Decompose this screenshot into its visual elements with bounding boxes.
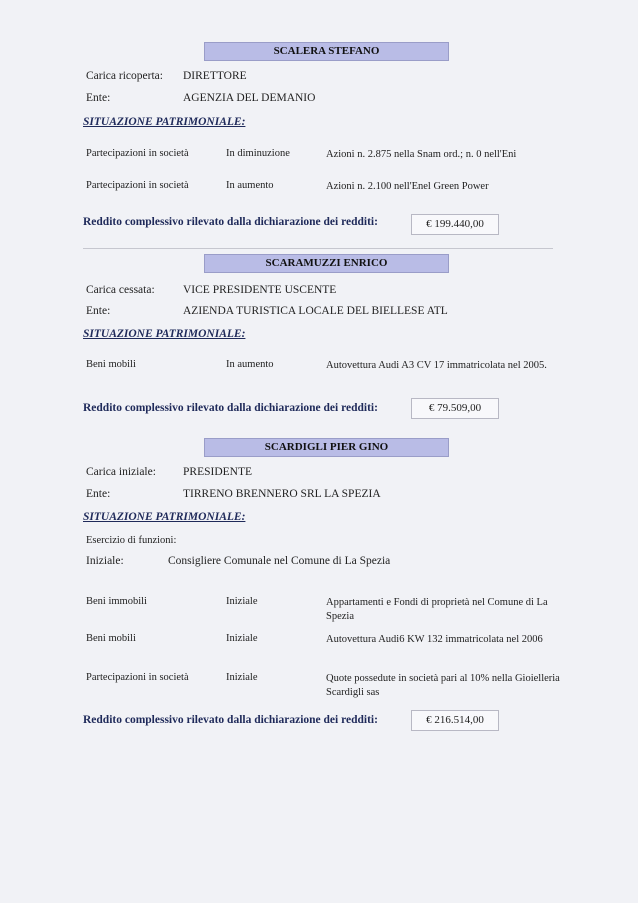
- asset-description: Azioni n. 2.100 nell'Enel Green Power: [326, 181, 489, 192]
- reddito-label: Reddito complessivo rilevato dalla dichiarazione dei redditi:: [83, 402, 378, 414]
- section-divider: [83, 248, 553, 249]
- asset-status: Iniziale: [226, 633, 258, 644]
- asset-status: Iniziale: [226, 672, 258, 683]
- asset-status: In aumento: [226, 359, 274, 370]
- reddito-label: Reddito complessivo rilevato dalla dichiarazione dei redditi:: [83, 714, 378, 726]
- asset-status: In diminuzione: [226, 148, 290, 159]
- iniziale-value: Consigliere Comunale nel Comune di La Spezia: [168, 555, 391, 567]
- asset-category: Partecipazioni in società: [86, 672, 189, 683]
- role-value: VICE PRESIDENTE USCENTE: [183, 284, 337, 296]
- iniziale-label: Iniziale:: [86, 555, 124, 567]
- situazione-heading: SITUAZIONE PATRIMONIALE:: [83, 328, 246, 340]
- person-name-header: SCARAMUZZI ENRICO: [204, 254, 449, 273]
- role-value: PRESIDENTE: [183, 466, 252, 478]
- asset-category: Beni immobili: [86, 596, 147, 607]
- role-label: Carica ricoperta:: [86, 70, 163, 82]
- asset-description: Azioni n. 2.875 nella Snam ord.; n. 0 nell'Eni: [326, 149, 517, 160]
- role-label: Carica cessata:: [86, 284, 155, 296]
- asset-description: Autovettura Audi6 KW 132 immatricolata nel 2006: [326, 634, 543, 645]
- ente-label: Ente:: [86, 305, 111, 317]
- role-label: Carica iniziale:: [86, 466, 156, 478]
- reddito-amount: € 216.514,00: [411, 710, 499, 731]
- asset-status: In aumento: [226, 180, 274, 191]
- person-name-header: SCARDIGLI PIER GINO: [204, 438, 449, 457]
- situazione-heading: SITUAZIONE PATRIMONIALE:: [83, 116, 246, 128]
- situazione-heading: SITUAZIONE PATRIMONIALE:: [83, 511, 246, 523]
- reddito-amount: € 199.440,00: [411, 214, 499, 235]
- ente-label: Ente:: [86, 92, 111, 104]
- ente-value: TIRRENO BRENNERO SRL LA SPEZIA: [183, 488, 381, 500]
- asset-status: Iniziale: [226, 596, 258, 607]
- esercizio-label: Esercizio di funzioni:: [86, 535, 177, 546]
- asset-category: Beni mobili: [86, 359, 136, 370]
- asset-category: Partecipazioni in società: [86, 180, 189, 191]
- role-value: DIRETTORE: [183, 70, 247, 82]
- asset-category: Beni mobili: [86, 633, 136, 644]
- asset-description: Autovettura Audi A3 CV 17 immatricolata nel 2005.: [326, 360, 547, 371]
- ente-label: Ente:: [86, 488, 111, 500]
- reddito-amount: € 79.509,00: [411, 398, 499, 419]
- person-name-header: SCALERA STEFANO: [204, 42, 449, 61]
- asset-description: Quote possedute in società pari al 10% nella Gioielleria Scardigli sas: [326, 673, 560, 698]
- ente-value: AZIENDA TURISTICA LOCALE DEL BIELLESE ATL: [183, 305, 448, 317]
- ente-value: AGENZIA DEL DEMANIO: [183, 92, 316, 104]
- asset-category: Partecipazioni in società: [86, 148, 189, 159]
- asset-description: Appartamenti e Fondi di proprietà nel Comune di La Spezia: [326, 597, 548, 622]
- reddito-label: Reddito complessivo rilevato dalla dichiarazione dei redditi:: [83, 216, 378, 228]
